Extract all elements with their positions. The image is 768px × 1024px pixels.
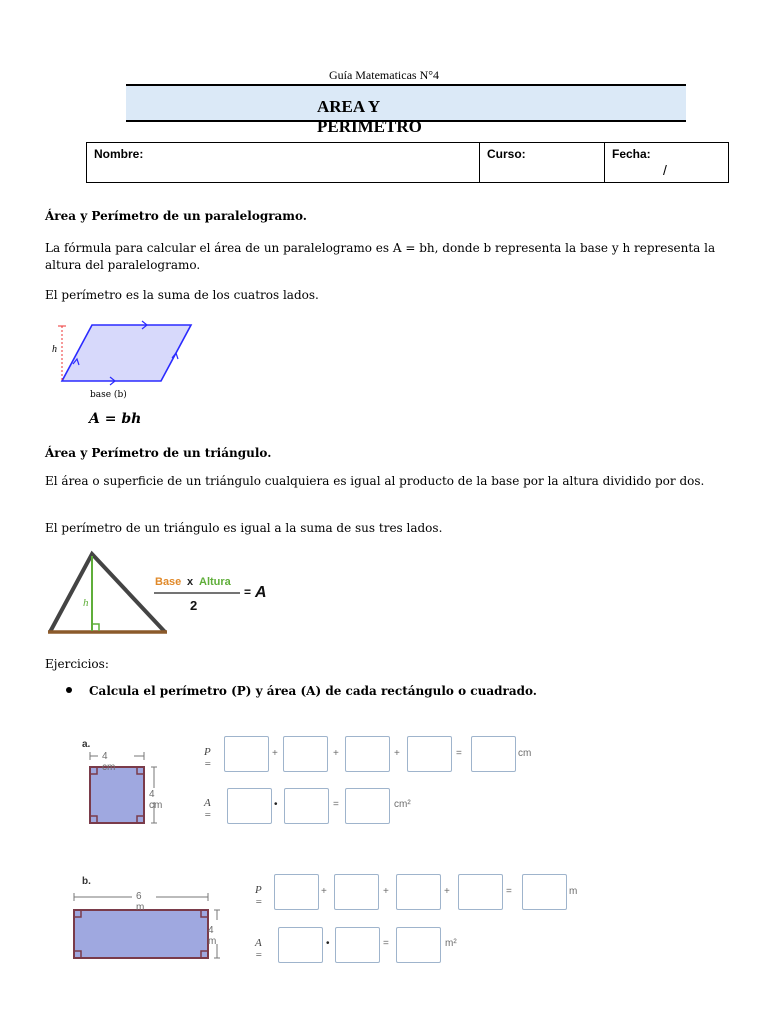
section-heading-triangle: Área y Perímetro de un triángulo. [45, 446, 272, 460]
triangle-height-label: h [83, 597, 89, 609]
b-width-label: 6 m [136, 891, 145, 913]
a-height-label: 4 cm [149, 789, 163, 811]
b-p-unit: m [569, 886, 578, 897]
name-label: Nombre: [94, 147, 144, 161]
b-height-label: 4 m [208, 925, 217, 947]
exercise-b-letter: b. [82, 876, 91, 887]
area-formula: A = bh [89, 411, 142, 427]
formula-result: A [255, 584, 267, 601]
b-a-result-input[interactable] [396, 927, 441, 963]
b-a-input-2[interactable] [335, 927, 380, 963]
a-a-equals: = [333, 799, 339, 810]
bullet-dot [66, 687, 72, 693]
b-p-input-3[interactable] [396, 874, 441, 910]
a-p-input-3[interactable] [345, 736, 390, 772]
a-a-input-2[interactable] [284, 788, 329, 824]
triangle-perimeter-text: El perímetro de un triángulo es igual a la suma de sus tres lados. [45, 521, 443, 535]
a-p-plus-1: + [272, 748, 278, 759]
b-p-input-4[interactable] [458, 874, 503, 910]
parallelogram-shape [62, 325, 191, 381]
b-p-input-2[interactable] [334, 874, 379, 910]
b-p-plus-2: + [383, 886, 389, 897]
student-info-table [86, 142, 729, 183]
formula-base: Base [155, 576, 182, 588]
b-p-input-1[interactable] [274, 874, 319, 910]
course-cell[interactable] [480, 143, 605, 183]
course-label: Curso: [487, 147, 526, 161]
a-p-input-1[interactable] [224, 736, 269, 772]
b-a-unit: m² [445, 938, 457, 949]
triangle-area-text: El área o superficie de un triángulo cualquiera es igual al producto de la base por la altura dividido por dos. [45, 474, 705, 488]
triangle-figure [44, 548, 284, 638]
formula-times: x [187, 576, 194, 588]
parallelogram-perimeter-text: El perímetro es la suma de los cuatros lados. [45, 288, 319, 302]
a-square [90, 767, 144, 823]
b-p-plus-3: + [444, 886, 450, 897]
parallelogram-figure [46, 318, 206, 433]
a-p-plus-3: + [394, 748, 400, 759]
page-title-line2: PERIMETRO [317, 117, 422, 136]
b-a-equals: = [383, 938, 389, 949]
a-p-label: P = [204, 746, 212, 770]
a-a-unit: cm² [394, 799, 411, 810]
b-a-label: A = [255, 937, 263, 961]
formula-equals: = [244, 585, 252, 599]
exercises-label: Ejercicios: [45, 657, 109, 671]
name-cell[interactable] [87, 143, 480, 183]
a-a-label: A = [204, 797, 212, 821]
a-a-result-input[interactable] [345, 788, 390, 824]
right-angle-mark [92, 624, 99, 631]
height-label: h [52, 344, 57, 355]
section-heading-parallelogram: Área y Perímetro de un paralelogramo. [45, 209, 307, 223]
triangle-sides [50, 554, 165, 632]
b-p-plus-1: + [321, 886, 327, 897]
a-p-unit: cm [518, 748, 532, 759]
exercise-a-square-figure [82, 748, 182, 830]
base-label: base (b) [90, 390, 127, 400]
exercise-a-letter: a. [82, 739, 91, 750]
b-a-input-1[interactable] [278, 927, 323, 963]
b-a-dot: • [326, 938, 330, 949]
a-p-input-4[interactable] [407, 736, 452, 772]
a-width-label: 4 cm [102, 751, 116, 773]
a-p-result-input[interactable] [471, 736, 516, 772]
parallelogram-formula-text: La fórmula para calcular el área de un paralelogramo es A = bh, donde b representa la base y h representa la altura del paralelogramo. [45, 241, 716, 272]
guide-title: Guía Matematicas N°4 [328, 68, 440, 82]
b-rectangle [74, 910, 208, 958]
a-p-equals: = [456, 748, 462, 759]
b-p-equals: = [506, 886, 512, 897]
a-a-input-1[interactable] [227, 788, 272, 824]
a-p-plus-2: + [333, 748, 339, 759]
page-title [317, 95, 457, 139]
date-label: Fecha: [612, 147, 651, 161]
formula-height: Altura [199, 576, 231, 588]
formula-denominator: 2 [190, 598, 198, 613]
page-title-line1: AREA Y [317, 97, 381, 116]
date-separator: / [663, 162, 667, 178]
a-p-input-2[interactable] [283, 736, 328, 772]
exercise-instruction: Calcula el perímetro (P) y área (A) de cada rectángulo o cuadrado. [89, 684, 537, 698]
b-p-label: P = [255, 884, 263, 908]
a-a-dot: • [274, 799, 278, 810]
b-p-result-input[interactable] [522, 874, 567, 910]
